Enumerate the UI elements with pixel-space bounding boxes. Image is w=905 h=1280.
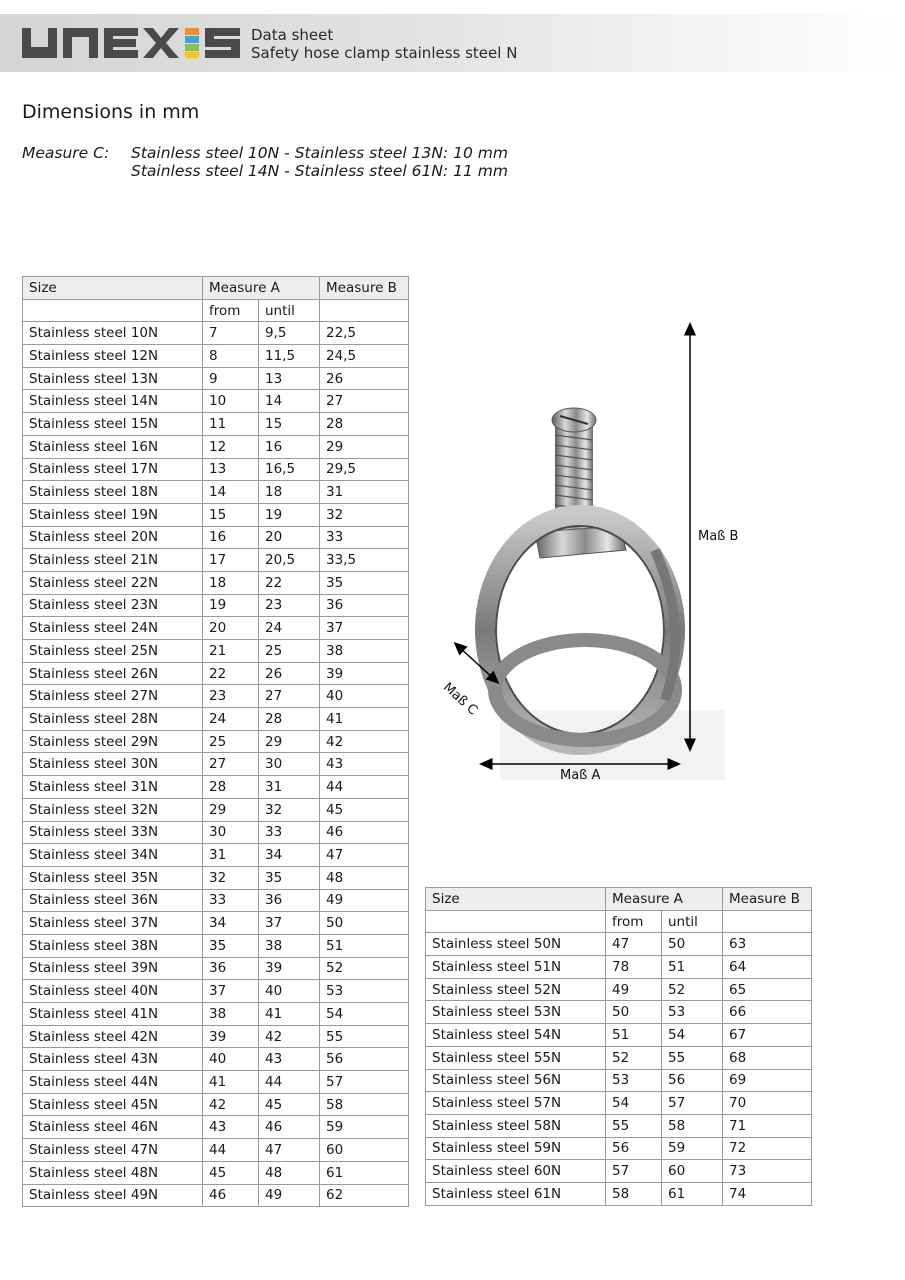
table-row — [23, 413, 409, 436]
cell-measure-a-until: 37 — [259, 912, 320, 935]
cell-size: Stainless steel 55N — [426, 1046, 606, 1069]
cell-measure-b: 24,5 — [320, 345, 409, 368]
cell-measure-b: 38 — [320, 640, 409, 663]
cell-measure-a-from: 35 — [203, 934, 259, 957]
cell-measure-a-from: 11 — [203, 413, 259, 436]
cell-size: Stainless steel 51N — [426, 956, 606, 979]
cell-measure-a-until: 14 — [259, 390, 320, 413]
cell-size: Stainless steel 57N — [426, 1092, 606, 1115]
cell-measure-b: 45 — [320, 798, 409, 821]
table-row — [23, 1093, 409, 1116]
table-row — [426, 1160, 812, 1183]
measure-c-line-2: Stainless steel 14N - Stainless steel 61N: 11 mm — [131, 162, 508, 180]
cell-measure-b: 60 — [320, 1139, 409, 1162]
cell-measure-b: 61 — [320, 1161, 409, 1184]
cell-measure-a-until: 43 — [259, 1048, 320, 1071]
table-row — [426, 1137, 812, 1160]
cell-measure-b: 41 — [320, 708, 409, 731]
cell-measure-b: 50 — [320, 912, 409, 935]
cell-size: Stainless steel 31N — [23, 776, 203, 799]
cell-measure-a-from: 44 — [203, 1139, 259, 1162]
table-row — [426, 933, 812, 956]
cell-measure-b: 36 — [320, 594, 409, 617]
cell-measure-a-from: 28 — [203, 776, 259, 799]
cell-measure-a-from: 38 — [203, 1003, 259, 1026]
table-row — [23, 776, 409, 799]
header-from: from — [606, 910, 662, 933]
cell-size: Stainless steel 22N — [23, 571, 203, 594]
cell-measure-a-from: 78 — [606, 956, 662, 979]
cell-measure-a-from: 45 — [203, 1161, 259, 1184]
cell-size: Stainless steel 59N — [426, 1137, 606, 1160]
table-row — [23, 866, 409, 889]
cell-measure-b: 53 — [320, 980, 409, 1003]
cell-measure-a-until: 38 — [259, 934, 320, 957]
cell-measure-b: 73 — [723, 1160, 812, 1183]
cell-measure-a-from: 58 — [606, 1182, 662, 1205]
table-row — [23, 708, 409, 731]
dimensions-table-right — [425, 887, 812, 1206]
table-row — [23, 844, 409, 867]
cell-measure-a-until: 9,5 — [259, 322, 320, 345]
table-row — [23, 685, 409, 708]
cell-measure-a-until: 55 — [662, 1046, 723, 1069]
cell-size: Stainless steel 10N — [23, 322, 203, 345]
table-row — [23, 345, 409, 368]
cell-size: Stainless steel 45N — [23, 1093, 203, 1116]
cell-measure-a-until: 32 — [259, 798, 320, 821]
header-measure-b: Measure B — [723, 888, 812, 911]
cell-measure-a-until: 16,5 — [259, 458, 320, 481]
cell-measure-a-from: 55 — [606, 1114, 662, 1137]
header-until: until — [259, 299, 320, 322]
header-from: from — [203, 299, 259, 322]
table-header-row — [426, 888, 812, 911]
cell-size: Stainless steel 33N — [23, 821, 203, 844]
cell-size: Stainless steel 43N — [23, 1048, 203, 1071]
cell-measure-a-until: 41 — [259, 1003, 320, 1026]
table-row — [23, 1048, 409, 1071]
table-header-row — [23, 277, 409, 300]
cell-measure-b: 40 — [320, 685, 409, 708]
cell-size: Stainless steel 42N — [23, 1025, 203, 1048]
cell-measure-b: 63 — [723, 933, 812, 956]
cell-measure-b: 32 — [320, 503, 409, 526]
cell-measure-a-from: 56 — [606, 1137, 662, 1160]
cell-measure-a-until: 44 — [259, 1071, 320, 1094]
cell-size: Stainless steel 50N — [426, 933, 606, 956]
cell-measure-b: 33 — [320, 526, 409, 549]
cell-size: Stainless steel 30N — [23, 753, 203, 776]
cell-measure-a-from: 39 — [203, 1025, 259, 1048]
cell-measure-a-from: 13 — [203, 458, 259, 481]
cell-measure-b: 31 — [320, 481, 409, 504]
cell-measure-a-from: 24 — [203, 708, 259, 731]
header-measure-a: Measure A — [203, 277, 320, 300]
cell-size: Stainless steel 26N — [23, 662, 203, 685]
doc-title: Safety hose clamp stainless steel N — [251, 44, 518, 62]
cell-measure-a-until: 58 — [662, 1114, 723, 1137]
cell-measure-b: 67 — [723, 1024, 812, 1047]
cell-measure-b: 68 — [723, 1046, 812, 1069]
cell-measure-a-from: 22 — [203, 662, 259, 685]
table-row — [23, 1003, 409, 1026]
cell-measure-a-from: 51 — [606, 1024, 662, 1047]
cell-measure-a-from: 54 — [606, 1092, 662, 1115]
table-row — [23, 503, 409, 526]
cell-measure-a-from: 41 — [203, 1071, 259, 1094]
table-row — [23, 934, 409, 957]
cell-measure-a-from: 12 — [203, 435, 259, 458]
cell-measure-a-from: 17 — [203, 549, 259, 572]
cell-measure-b: 62 — [320, 1184, 409, 1207]
cell-measure-a-from: 42 — [203, 1093, 259, 1116]
cell-measure-a-until: 47 — [259, 1139, 320, 1162]
cell-measure-b: 28 — [320, 413, 409, 436]
cell-measure-a-from: 27 — [203, 753, 259, 776]
cell-measure-a-until: 60 — [662, 1160, 723, 1183]
table-row — [23, 435, 409, 458]
cell-measure-a-from: 32 — [203, 866, 259, 889]
cell-size: Stainless steel 20N — [23, 526, 203, 549]
cell-size: Stainless steel 28N — [23, 708, 203, 731]
cell-measure-a-until: 28 — [259, 708, 320, 731]
cell-measure-b: 43 — [320, 753, 409, 776]
cell-size: Stainless steel 40N — [23, 980, 203, 1003]
cell-measure-b: 58 — [320, 1093, 409, 1116]
cell-measure-a-from: 16 — [203, 526, 259, 549]
cell-measure-a-from: 34 — [203, 912, 259, 935]
cell-measure-a-from: 33 — [203, 889, 259, 912]
cell-measure-a-until: 59 — [662, 1137, 723, 1160]
table-row — [23, 798, 409, 821]
cell-measure-b: 26 — [320, 367, 409, 390]
table-row — [426, 978, 812, 1001]
cell-measure-a-until: 16 — [259, 435, 320, 458]
unexis-logo — [22, 28, 240, 58]
cell-measure-a-until: 36 — [259, 889, 320, 912]
cell-measure-a-from: 25 — [203, 730, 259, 753]
cell-measure-a-from: 7 — [203, 322, 259, 345]
table-row — [23, 980, 409, 1003]
cell-measure-a-until: 20,5 — [259, 549, 320, 572]
table-row — [23, 753, 409, 776]
cell-measure-a-from: 21 — [203, 640, 259, 663]
cell-size: Stainless steel 38N — [23, 934, 203, 957]
table-row — [23, 662, 409, 685]
cell-size: Stainless steel 16N — [23, 435, 203, 458]
cell-measure-a-until: 52 — [662, 978, 723, 1001]
cell-measure-a-from: 9 — [203, 367, 259, 390]
cell-measure-b: 42 — [320, 730, 409, 753]
cell-size: Stainless steel 23N — [23, 594, 203, 617]
cell-size: Stainless steel 18N — [23, 481, 203, 504]
cell-size: Stainless steel 54N — [426, 1024, 606, 1047]
cell-measure-a-until: 50 — [662, 933, 723, 956]
document-header — [0, 14, 905, 72]
cell-size: Stainless steel 41N — [23, 1003, 203, 1026]
cell-size: Stainless steel 35N — [23, 866, 203, 889]
measure-b-label: Maß B — [698, 529, 739, 544]
clamp-diagram — [440, 300, 740, 800]
table-row — [23, 912, 409, 935]
table-row — [23, 730, 409, 753]
cell-measure-a-until: 34 — [259, 844, 320, 867]
cell-measure-b: 46 — [320, 821, 409, 844]
cell-measure-a-until: 39 — [259, 957, 320, 980]
cell-measure-a-until: 22 — [259, 571, 320, 594]
table-row — [23, 458, 409, 481]
table-row — [23, 526, 409, 549]
cell-measure-a-from: 40 — [203, 1048, 259, 1071]
cell-measure-a-until: 56 — [662, 1069, 723, 1092]
cell-measure-a-until: 46 — [259, 1116, 320, 1139]
subheader-empty — [23, 299, 203, 322]
cell-size: Stainless steel 24N — [23, 617, 203, 640]
measure-c-line-1: Stainless steel 10N - Stainless steel 13N: 10 mm — [131, 144, 508, 162]
cell-measure-a-from: 53 — [606, 1069, 662, 1092]
header-measure-a: Measure A — [606, 888, 723, 911]
cell-measure-a-until: 25 — [259, 640, 320, 663]
header-until: until — [662, 910, 723, 933]
cell-measure-b: 56 — [320, 1048, 409, 1071]
subheader-empty — [426, 910, 606, 933]
table-row — [23, 390, 409, 413]
cell-measure-b: 47 — [320, 844, 409, 867]
cell-measure-a-until: 48 — [259, 1161, 320, 1184]
cell-measure-a-until: 31 — [259, 776, 320, 799]
table-row — [426, 1001, 812, 1024]
cell-measure-a-from: 14 — [203, 481, 259, 504]
cell-measure-b: 33,5 — [320, 549, 409, 572]
cell-size: Stainless steel 27N — [23, 685, 203, 708]
cell-measure-b: 72 — [723, 1137, 812, 1160]
cell-measure-a-from: 46 — [203, 1184, 259, 1207]
table-row — [23, 1184, 409, 1207]
cell-size: Stainless steel 21N — [23, 549, 203, 572]
cell-measure-b: 64 — [723, 956, 812, 979]
table-row — [23, 322, 409, 345]
table-row — [23, 617, 409, 640]
cell-measure-b: 49 — [320, 889, 409, 912]
measure-c-diagram-label: Maß C — [439, 680, 481, 719]
cell-size: Stainless steel 48N — [23, 1161, 203, 1184]
measure-a-label: Maß A — [560, 768, 601, 783]
cell-measure-a-until: 19 — [259, 503, 320, 526]
table-row — [426, 1182, 812, 1205]
cell-size: Stainless steel 32N — [23, 798, 203, 821]
cell-measure-a-until: 27 — [259, 685, 320, 708]
cell-measure-a-from: 10 — [203, 390, 259, 413]
cell-size: Stainless steel 15N — [23, 413, 203, 436]
cell-measure-a-from: 36 — [203, 957, 259, 980]
cell-measure-a-from: 31 — [203, 844, 259, 867]
cell-measure-b: 29 — [320, 435, 409, 458]
cell-measure-a-until: 29 — [259, 730, 320, 753]
cell-size: Stainless steel 36N — [23, 889, 203, 912]
cell-measure-a-until: 23 — [259, 594, 320, 617]
cell-measure-a-from: 20 — [203, 617, 259, 640]
cell-measure-b: 57 — [320, 1071, 409, 1094]
cell-size: Stainless steel 25N — [23, 640, 203, 663]
table-row — [23, 549, 409, 572]
cell-measure-a-from: 23 — [203, 685, 259, 708]
cell-measure-b: 48 — [320, 866, 409, 889]
cell-size: Stainless steel 52N — [426, 978, 606, 1001]
table-row — [23, 481, 409, 504]
table-row — [426, 1114, 812, 1137]
table-row — [426, 956, 812, 979]
cell-measure-b: 55 — [320, 1025, 409, 1048]
cell-measure-a-until: 26 — [259, 662, 320, 685]
cell-measure-a-until: 13 — [259, 367, 320, 390]
cell-size: Stainless steel 49N — [23, 1184, 203, 1207]
cell-size: Stainless steel 34N — [23, 844, 203, 867]
cell-size: Stainless steel 60N — [426, 1160, 606, 1183]
cell-measure-a-until: 54 — [662, 1024, 723, 1047]
cell-size: Stainless steel 14N — [23, 390, 203, 413]
cell-measure-b: 74 — [723, 1182, 812, 1205]
cell-measure-a-until: 20 — [259, 526, 320, 549]
cell-measure-a-until: 18 — [259, 481, 320, 504]
table-row — [426, 1092, 812, 1115]
table-row — [23, 571, 409, 594]
cell-measure-b: 54 — [320, 1003, 409, 1026]
cell-measure-a-from: 19 — [203, 594, 259, 617]
cell-size: Stainless steel 39N — [23, 957, 203, 980]
cell-size: Stainless steel 13N — [23, 367, 203, 390]
cell-measure-a-from: 8 — [203, 345, 259, 368]
cell-measure-b: 66 — [723, 1001, 812, 1024]
cell-measure-b: 44 — [320, 776, 409, 799]
doc-type-label: Data sheet — [251, 26, 334, 44]
cell-measure-b: 51 — [320, 934, 409, 957]
header-measure-b: Measure B — [320, 277, 409, 300]
table-row — [23, 1025, 409, 1048]
cell-measure-b: 71 — [723, 1114, 812, 1137]
cell-measure-b: 65 — [723, 978, 812, 1001]
cell-measure-a-from: 43 — [203, 1116, 259, 1139]
cell-measure-b: 37 — [320, 617, 409, 640]
cell-size: Stainless steel 61N — [426, 1182, 606, 1205]
table-row — [426, 1046, 812, 1069]
cell-measure-a-from: 47 — [606, 933, 662, 956]
cell-measure-b: 52 — [320, 957, 409, 980]
cell-measure-a-until: 35 — [259, 866, 320, 889]
subheader-empty — [723, 910, 812, 933]
cell-measure-a-from: 52 — [606, 1046, 662, 1069]
table-row — [426, 1069, 812, 1092]
dimensions-table-left — [22, 276, 409, 1207]
measure-c-label: Measure C: — [22, 144, 110, 162]
cell-measure-a-from: 18 — [203, 571, 259, 594]
cell-measure-b: 35 — [320, 571, 409, 594]
cell-size: Stainless steel 37N — [23, 912, 203, 935]
cell-measure-a-from: 57 — [606, 1160, 662, 1183]
cell-measure-b: 29,5 — [320, 458, 409, 481]
table-row — [23, 1071, 409, 1094]
table-subheader-row — [23, 299, 409, 322]
dimensions-heading: Dimensions in mm — [22, 101, 200, 123]
table-row — [23, 640, 409, 663]
cell-measure-a-from: 30 — [203, 821, 259, 844]
cell-size: Stainless steel 17N — [23, 458, 203, 481]
cell-measure-a-until: 53 — [662, 1001, 723, 1024]
cell-size: Stainless steel 19N — [23, 503, 203, 526]
cell-measure-a-until: 61 — [662, 1182, 723, 1205]
cell-measure-a-from: 37 — [203, 980, 259, 1003]
table-subheader-row — [426, 910, 812, 933]
cell-size: Stainless steel 56N — [426, 1069, 606, 1092]
cell-measure-a-until: 24 — [259, 617, 320, 640]
table-row — [23, 1161, 409, 1184]
table-row — [23, 1139, 409, 1162]
cell-size: Stainless steel 47N — [23, 1139, 203, 1162]
table-row — [23, 889, 409, 912]
cell-measure-b: 59 — [320, 1116, 409, 1139]
cell-measure-a-until: 33 — [259, 821, 320, 844]
cell-measure-b: 22,5 — [320, 322, 409, 345]
cell-measure-a-from: 29 — [203, 798, 259, 821]
cell-measure-a-until: 45 — [259, 1093, 320, 1116]
header-size: Size — [426, 888, 606, 911]
cell-measure-a-until: 11,5 — [259, 345, 320, 368]
cell-measure-a-until: 49 — [259, 1184, 320, 1207]
cell-measure-a-until: 51 — [662, 956, 723, 979]
cell-measure-a-from: 15 — [203, 503, 259, 526]
table-row — [23, 957, 409, 980]
cell-measure-b: 39 — [320, 662, 409, 685]
cell-size: Stainless steel 12N — [23, 345, 203, 368]
cell-measure-a-until: 15 — [259, 413, 320, 436]
table-row — [23, 1116, 409, 1139]
table-row — [23, 821, 409, 844]
cell-size: Stainless steel 29N — [23, 730, 203, 753]
cell-size: Stainless steel 58N — [426, 1114, 606, 1137]
cell-measure-b: 70 — [723, 1092, 812, 1115]
cell-measure-a-from: 50 — [606, 1001, 662, 1024]
cell-size: Stainless steel 53N — [426, 1001, 606, 1024]
cell-size: Stainless steel 44N — [23, 1071, 203, 1094]
cell-measure-b: 27 — [320, 390, 409, 413]
clamp-illustration — [440, 300, 740, 800]
cell-measure-a-until: 57 — [662, 1092, 723, 1115]
table-row — [23, 594, 409, 617]
table-row — [23, 367, 409, 390]
cell-measure-a-until: 30 — [259, 753, 320, 776]
header-size: Size — [23, 277, 203, 300]
subheader-empty — [320, 299, 409, 322]
table-row — [426, 1024, 812, 1047]
cell-measure-a-until: 42 — [259, 1025, 320, 1048]
cell-measure-a-from: 49 — [606, 978, 662, 1001]
cell-measure-b: 69 — [723, 1069, 812, 1092]
cell-measure-a-until: 40 — [259, 980, 320, 1003]
cell-size: Stainless steel 46N — [23, 1116, 203, 1139]
